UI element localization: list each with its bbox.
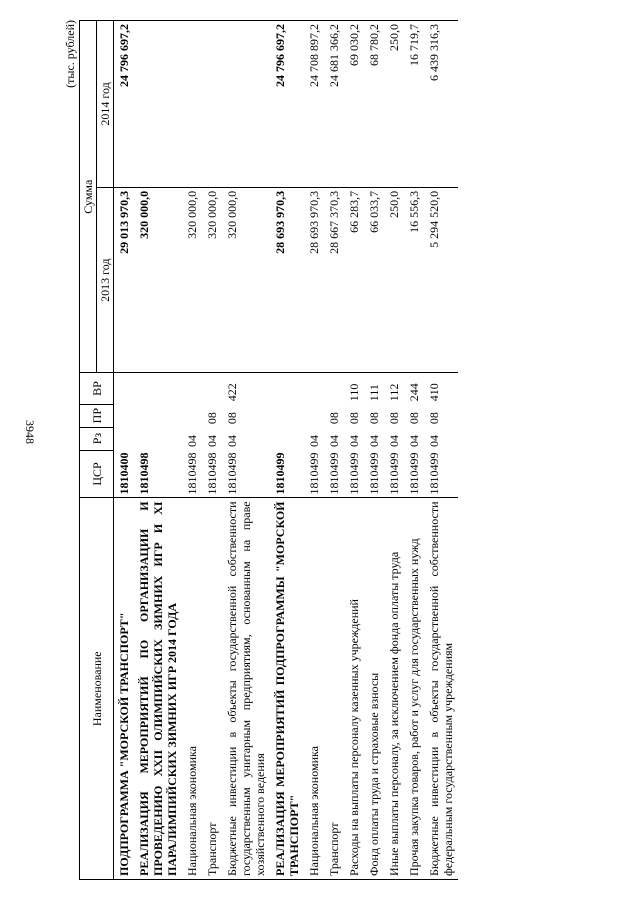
cell-name: Транспорт xyxy=(324,498,344,880)
cell-2014 xyxy=(202,21,222,188)
cell-pr: 08 xyxy=(225,412,239,425)
cell-rz: 04 xyxy=(347,435,361,448)
cell-name: Фонд оплаты труда и страховые взносы xyxy=(364,498,384,880)
table-row xyxy=(182,21,202,880)
cell-pr: 08 xyxy=(387,412,401,425)
cell-rz: 04 xyxy=(367,435,381,448)
cell-csr: 1810400 xyxy=(117,452,131,495)
cell-2013: 320 000,0 xyxy=(202,187,222,373)
cell-rz: 04 xyxy=(307,435,321,448)
cell-rz: 04 xyxy=(327,435,341,448)
cell-pr: 08 xyxy=(407,412,421,425)
header-csr: ЦСР xyxy=(80,450,114,498)
cell-name: Транспорт xyxy=(202,498,222,880)
cell-rz: 04 xyxy=(205,435,219,448)
cell-pr xyxy=(270,404,304,427)
cell-csr: 1810498 xyxy=(225,452,239,495)
cell-vr: 244 xyxy=(407,383,421,402)
table-row xyxy=(324,21,344,880)
table-row xyxy=(404,21,424,880)
cell-2014: 6 439 316,3 xyxy=(424,21,458,188)
cell-2014: 69 030,2 xyxy=(344,21,364,188)
cell-name: Бюджетные инвестиции в объекты государственной собственности государственным унитарным предприятиям, основанным на праве хозяйственного ведения xyxy=(222,498,270,880)
cell-2013: 29 013 970,3 xyxy=(114,187,135,373)
cell-pr xyxy=(114,404,135,427)
cell-csr: 1810499 xyxy=(387,452,401,495)
cell-2014: 250,0 xyxy=(384,21,404,188)
cell-rz xyxy=(134,427,182,450)
cell-vr: 112 xyxy=(387,383,401,402)
cell-name: РЕАЛИЗАЦИЯ МЕРОПРИЯТИЙ ПО ОРГАНИЗАЦИИ И ПРОВЕДЕНИЮ XXII ОЛИМПИЙСКИХ ЗИМНИХ ИГР И XI ПАРАЛИМПИЙСКИХ ЗИМНИХ ИГР 2014 ГОДА xyxy=(134,498,182,880)
cell-2014: 24 708 897,2 xyxy=(304,21,324,188)
cell-vr: 422 xyxy=(225,383,239,402)
cell-vr xyxy=(134,373,182,404)
cell-csr: 1810499 xyxy=(327,452,341,495)
cell-2013: 16 556,3 xyxy=(404,187,424,373)
cell-2014: 24 796 697,2 xyxy=(270,21,304,188)
cell-csr: 1810499 xyxy=(273,452,287,495)
cell-csr: 1810498 xyxy=(205,452,219,495)
cell-csr: 1810499 xyxy=(307,452,321,495)
cell-vr xyxy=(270,373,304,404)
cell-2014 xyxy=(134,21,182,188)
table-header xyxy=(80,21,114,880)
cell-2014 xyxy=(182,21,202,188)
cell-2013: 320 000,0 xyxy=(134,187,182,373)
cell-name: РЕАЛИЗАЦИЯ МЕРОПРИЯТИЙ ПОДПРОГРАММЫ "МОРСКОЙ ТРАНСПОРТ" xyxy=(270,498,304,880)
table-row xyxy=(424,21,458,880)
cell-2013: 320 000,0 xyxy=(222,187,270,373)
cell-pr: 08 xyxy=(205,412,219,425)
cell-vr xyxy=(324,373,344,404)
cell-pr: 08 xyxy=(347,412,361,425)
table-row xyxy=(134,21,182,880)
cell-vr xyxy=(114,373,135,404)
cell-2013: 66 033,7 xyxy=(364,187,384,373)
cell-rz: 04 xyxy=(427,435,441,448)
cell-2013: 250,0 xyxy=(384,187,404,373)
table-row xyxy=(304,21,324,880)
cell-rz xyxy=(270,427,304,450)
cell-csr: 1810499 xyxy=(427,452,441,495)
cell-vr xyxy=(202,373,222,404)
table-row xyxy=(344,21,364,880)
cell-vr: 410 xyxy=(427,383,441,402)
cell-vr xyxy=(304,373,324,404)
header-year-2014: 2014 год xyxy=(97,21,114,188)
cell-2013: 66 283,7 xyxy=(344,187,364,373)
cell-rz: 04 xyxy=(387,435,401,448)
unit-note: (тыс. рублей) xyxy=(63,20,77,88)
header-name: Наименование xyxy=(80,498,114,880)
cell-pr xyxy=(134,404,182,427)
cell-csr: 1810499 xyxy=(347,452,361,495)
rotated-page xyxy=(63,20,598,880)
cell-name: ПОДПРОГРАММА "МОРСКОЙ ТРАНСПОРТ" xyxy=(114,498,135,880)
cell-2013: 28 693 970,3 xyxy=(304,187,324,373)
cell-name: Прочая закупка товаров, работ и услуг для государственных нужд xyxy=(404,498,424,880)
cell-2014 xyxy=(222,21,270,188)
cell-vr: 110 xyxy=(347,383,361,402)
table-row xyxy=(384,21,404,880)
cell-csr: 1810499 xyxy=(407,452,421,495)
table-row xyxy=(222,21,270,880)
cell-name: Расходы на выплаты персоналу казенных учреждений xyxy=(344,498,364,880)
cell-rz xyxy=(114,427,135,450)
cell-2014: 68 780,2 xyxy=(364,21,384,188)
cell-name: Бюджетные инвестиции в объекты государственной собственности федеральным государственным учреждениям xyxy=(424,498,458,880)
cell-2014: 24 681 366,2 xyxy=(324,21,344,188)
header-vr: ВР xyxy=(80,373,114,404)
table-row xyxy=(202,21,222,880)
cell-2013: 28 667 370,3 xyxy=(324,187,344,373)
cell-2013: 5 294 520,0 xyxy=(424,187,458,373)
cell-pr: 08 xyxy=(367,412,381,425)
cell-rz: 04 xyxy=(225,435,239,448)
cell-2014: 16 719,7 xyxy=(404,21,424,188)
page-number: 3948 xyxy=(23,420,37,444)
table-row xyxy=(114,21,135,880)
header-year-2013: 2013 год xyxy=(97,187,114,373)
cell-pr xyxy=(182,404,202,427)
cell-csr: 1810498 xyxy=(185,452,199,495)
cell-csr: 1810498 xyxy=(137,452,151,495)
cell-2013: 28 693 970,3 xyxy=(270,187,304,373)
cell-pr xyxy=(304,404,324,427)
cell-name: Национальная экономика xyxy=(304,498,324,880)
table-row xyxy=(364,21,384,880)
header-sum: Сумма xyxy=(80,21,97,373)
cell-2014: 24 796 697,2 xyxy=(114,21,135,188)
cell-pr: 08 xyxy=(427,412,441,425)
cell-name: Иные выплаты персоналу, за исключением фонда оплаты труда xyxy=(384,498,404,880)
budget-table xyxy=(79,20,458,880)
header-pr: ПР xyxy=(80,404,114,427)
cell-csr: 1810499 xyxy=(367,452,381,495)
cell-name: Национальная экономика xyxy=(182,498,202,880)
cell-2013: 320 000,0 xyxy=(182,187,202,373)
table-row xyxy=(270,21,304,880)
cell-rz: 04 xyxy=(407,435,421,448)
cell-vr xyxy=(182,373,202,404)
cell-rz: 04 xyxy=(185,435,199,448)
table-body xyxy=(114,21,459,880)
cell-vr: 111 xyxy=(367,384,381,402)
header-rz: Рз xyxy=(80,427,114,450)
cell-pr: 08 xyxy=(327,412,341,425)
